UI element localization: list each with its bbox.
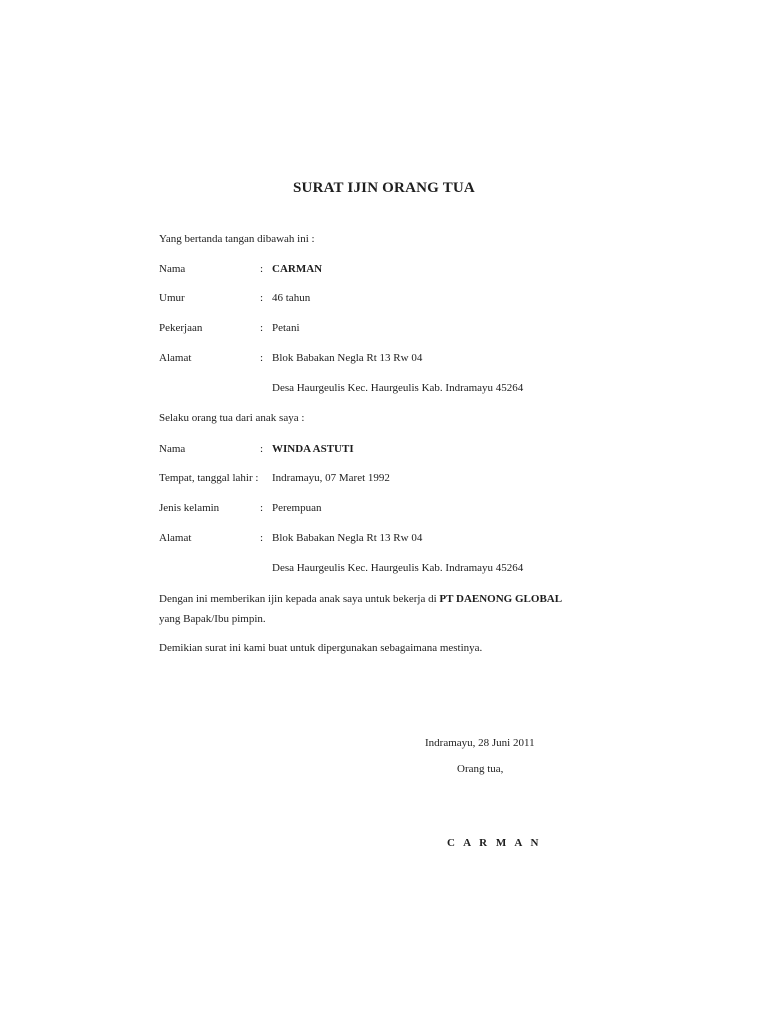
parent-name-value: CARMAN (272, 263, 323, 275)
parent-address-label: Alamat (159, 352, 192, 364)
parent-address-line1: Blok Babakan Negla Rt 13 Rw 04 (272, 352, 423, 364)
child-birth-value: Indramayu, 07 Maret 1992 (272, 472, 390, 484)
child-address-line2: Desa Haurgeulis Kec. Haurgeulis Kab. Indramayu 45264 (272, 562, 524, 574)
child-name-label: Nama (159, 443, 186, 455)
colon: : (260, 292, 264, 304)
parent-name-label: Nama (159, 263, 186, 275)
place-date: Indramayu, 28 Juni 2011 (425, 737, 535, 749)
statement-text: Dengan ini memberikan ijin kepada anak saya untuk bekerja di (159, 593, 440, 605)
statement-line2: yang Bapak/Ibu pimpin. (159, 613, 266, 625)
colon: : (260, 322, 264, 334)
child-address-line1: Blok Babakan Negla Rt 13 Rw 04 (272, 532, 423, 544)
closing-text: Demikian surat ini kami buat untuk dipergunakan sebagaimana mestinya. (159, 642, 483, 654)
colon: : (260, 263, 264, 275)
child-gender-value: Perempuan (272, 502, 322, 514)
signature-name: C A R M A N (447, 837, 542, 849)
child-name-value: WINDA ASTUTI (272, 443, 354, 455)
parent-job-label: Pekerjaan (159, 322, 203, 334)
letter-title: SURAT IJIN ORANG TUA (293, 180, 475, 196)
child-address-label: Alamat (159, 532, 192, 544)
intro-text: Yang bertanda tangan dibawah ini : (159, 233, 315, 245)
parent-job-value: Petani (272, 322, 300, 334)
parent-age-value: 46 tahun (272, 292, 311, 304)
colon: : (260, 532, 264, 544)
child-birth-label: Tempat, tanggal lahir : (159, 472, 259, 484)
child-intro-text: Selaku orang tua dari anak saya : (159, 412, 305, 424)
parent-address-line2: Desa Haurgeulis Kec. Haurgeulis Kab. Indramayu 45264 (272, 382, 524, 394)
company-name: PT DAENONG GLOBAL (439, 593, 563, 605)
statement-line1 (159, 592, 562, 606)
colon: : (260, 502, 264, 514)
child-gender-label: Jenis kelamin (159, 502, 220, 514)
colon: : (260, 443, 264, 455)
signature-role: Orang tua, (457, 763, 504, 775)
colon: : (260, 352, 264, 364)
parent-age-label: Umur (159, 292, 185, 304)
